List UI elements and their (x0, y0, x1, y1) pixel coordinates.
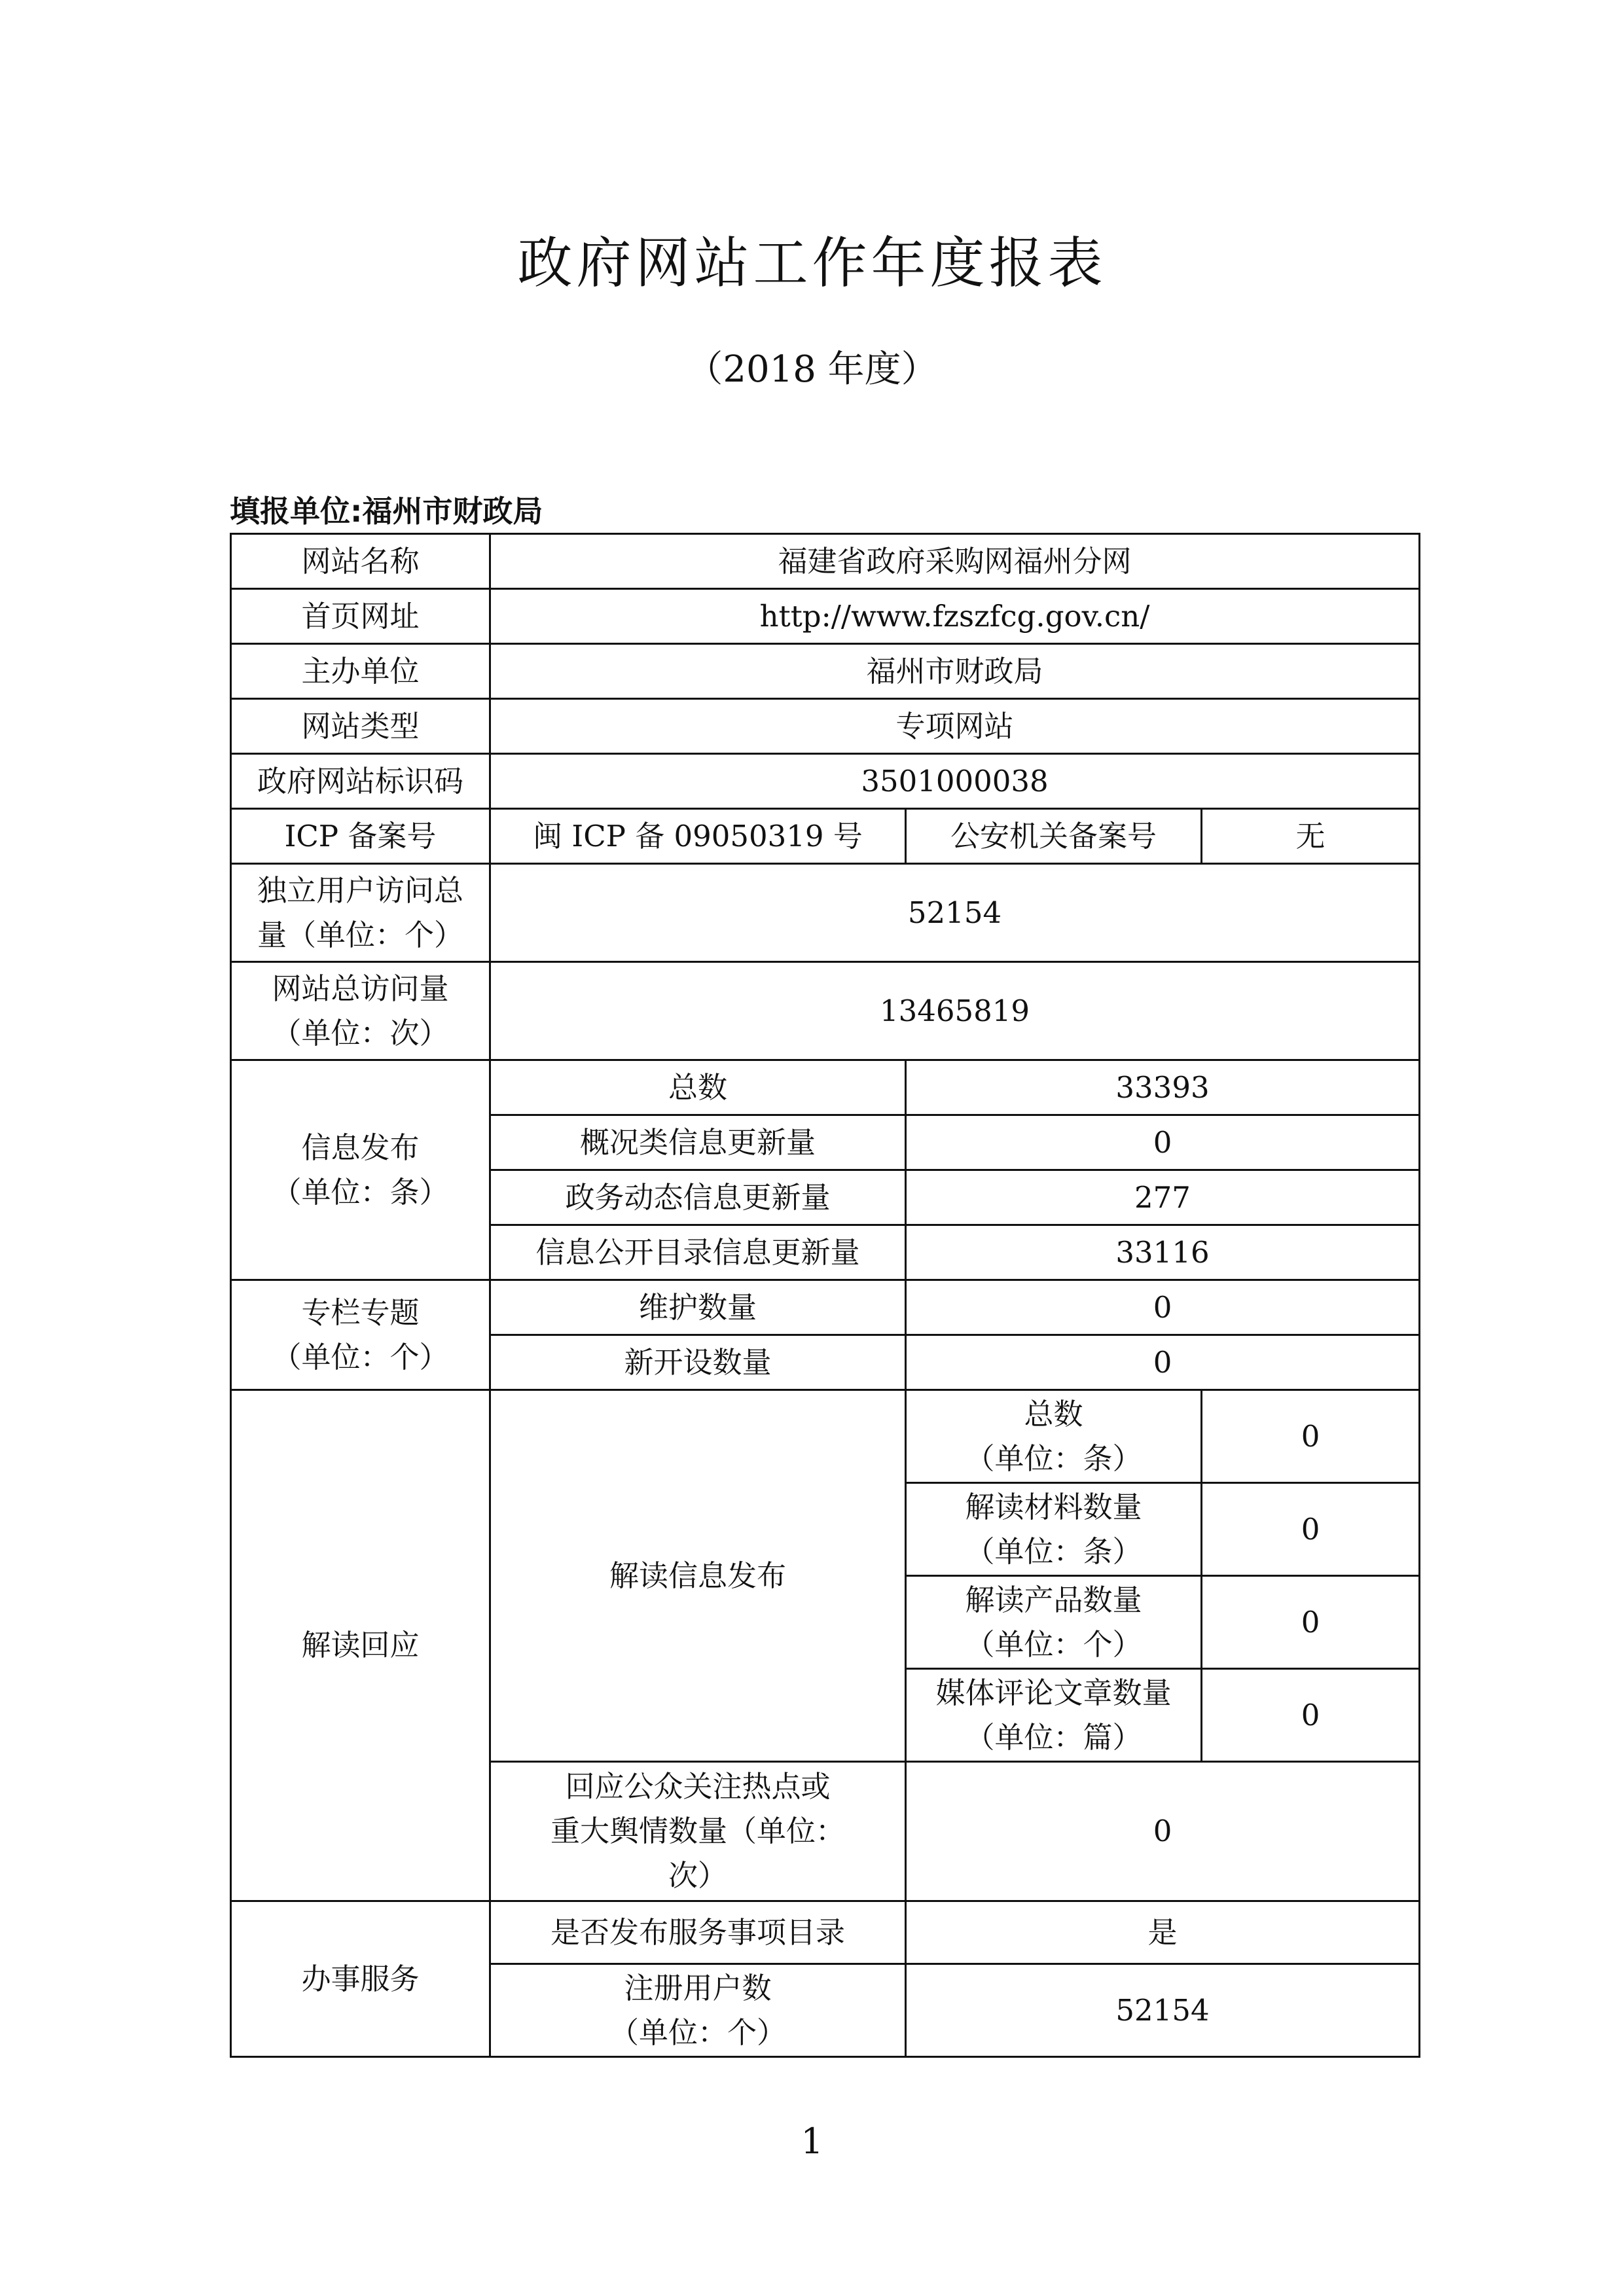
response-label-line3: 次） (668, 1858, 727, 1893)
interpretation-item-value: 0 (1202, 1576, 1420, 1669)
site-id-label: 政府网站标识码 (231, 754, 490, 809)
total-visits-label-line1: 网站总访问量 (272, 971, 449, 1006)
total-visits-label (231, 962, 490, 1060)
info-item-value: 33393 (906, 1060, 1420, 1115)
columns-item-value: 0 (906, 1335, 1420, 1390)
columns-item-value: 0 (906, 1280, 1420, 1335)
registered-users-label-line1: 注册用户数 (624, 1970, 772, 2005)
info-publish-label-line2: （单位：条） (272, 1174, 449, 1210)
icp-value: 闽 ICP 备 09050319 号 (490, 809, 906, 864)
document-title: 政府网站工作年度报表 (517, 231, 1107, 295)
homepage-url-value: http://www.fzszfcg.gov.cn/ (490, 589, 1420, 644)
info-publish-label (231, 1060, 490, 1280)
info-item-label: 信息公开目录信息更新量 (490, 1225, 906, 1280)
icp-label: ICP 备案号 (231, 809, 490, 864)
sponsor-label: 主办单位 (231, 644, 490, 699)
columns-label-line1: 专栏专题 (301, 1295, 420, 1330)
info-item-value: 0 (906, 1115, 1420, 1170)
interpretation-item-value: 0 (1202, 1669, 1420, 1762)
columns-item-label: 新开设数量 (490, 1335, 906, 1390)
table-row (231, 699, 1420, 754)
interpretation-item-line2: （单位：个） (965, 1626, 1142, 1662)
table-row (231, 644, 1420, 699)
interpretation-item-line1: 总数 (1024, 1396, 1083, 1431)
interpretation-item-value: 0 (1202, 1483, 1420, 1576)
response-label-line1: 回应公众关注热点或 (565, 1769, 831, 1804)
police-record-value: 无 (1202, 809, 1420, 864)
service-catalog-value: 是 (906, 1901, 1420, 1964)
table-row (231, 589, 1420, 644)
interpretation-item-line2: （单位：条） (965, 1441, 1142, 1476)
sponsor-value: 福州市财政局 (490, 644, 1420, 699)
site-type-value: 专项网站 (490, 699, 1420, 754)
response-label-line2: 重大舆情数量（单位： (550, 1814, 845, 1848)
site-name-value: 福建省政府采购网福州分网 (490, 534, 1420, 589)
columns-label (231, 1280, 490, 1390)
site-id-value: 3501000038 (490, 754, 1420, 809)
table-row (231, 809, 1420, 864)
response-label (490, 1762, 906, 1901)
info-item-label: 概况类信息更新量 (490, 1115, 906, 1170)
interpretation-item-line1: 解读材料数量 (965, 1489, 1142, 1524)
police-record-label: 公安机关备案号 (906, 809, 1202, 864)
registered-users-label (490, 1964, 906, 2057)
info-publish-label-line1: 信息发布 (301, 1130, 420, 1165)
interpretation-item-label (906, 1483, 1202, 1576)
info-item-label: 政务动态信息更新量 (490, 1170, 906, 1225)
interpretation-item-line2: （单位：篇） (965, 1719, 1142, 1755)
table-row (231, 754, 1420, 809)
table-row (231, 1901, 1420, 1964)
year-label: （2018 年度） (686, 348, 938, 391)
total-visits-value: 13465819 (490, 962, 1420, 1060)
columns-label-line2: （单位：个） (272, 1339, 449, 1374)
site-type-label: 网站类型 (231, 699, 490, 754)
interpretation-sub-label: 解读信息发布 (490, 1390, 906, 1762)
table-row (231, 1060, 1420, 1115)
page-number: 1 (801, 2121, 823, 2162)
unique-visitors-label-line1: 独立用户访问总 (257, 872, 463, 908)
interpretation-item-label (906, 1390, 1202, 1483)
table-row (231, 962, 1420, 1060)
info-item-value: 277 (906, 1170, 1420, 1225)
response-value: 0 (906, 1762, 1420, 1901)
interpretation-item-label (906, 1669, 1202, 1762)
columns-item-label: 维护数量 (490, 1280, 906, 1335)
table-row (231, 864, 1420, 962)
unique-visitors-label (231, 864, 490, 962)
interpretation-item-line2: （单位：条） (965, 1534, 1142, 1569)
report-table (230, 533, 1420, 2058)
interpretation-label: 解读回应 (231, 1390, 490, 1901)
info-item-value: 33116 (906, 1225, 1420, 1280)
interpretation-item-line1: 媒体评论文章数量 (935, 1675, 1172, 1710)
services-label: 办事服务 (231, 1901, 490, 2057)
interpretation-item-value: 0 (1202, 1390, 1420, 1483)
unique-visitors-label-line2: 量（单位：个） (257, 917, 463, 952)
unique-visitors-value: 52154 (490, 864, 1420, 962)
homepage-url-label: 首页网址 (231, 589, 490, 644)
table-row (231, 1280, 1420, 1335)
interpretation-item-label (906, 1576, 1202, 1669)
info-item-label: 总数 (490, 1060, 906, 1115)
reporting-unit: 填报单位:福州市财政局 (230, 493, 543, 529)
total-visits-label-line2: （单位：次） (272, 1015, 449, 1050)
interpretation-item-line1: 解读产品数量 (965, 1582, 1142, 1617)
registered-users-label-line2: （单位：个） (609, 2015, 786, 2050)
table-row (231, 1390, 1420, 1483)
site-name-label: 网站名称 (231, 534, 490, 589)
service-catalog-label: 是否发布服务事项目录 (490, 1901, 906, 1964)
table-row (231, 534, 1420, 589)
registered-users-value: 52154 (906, 1964, 1420, 2057)
